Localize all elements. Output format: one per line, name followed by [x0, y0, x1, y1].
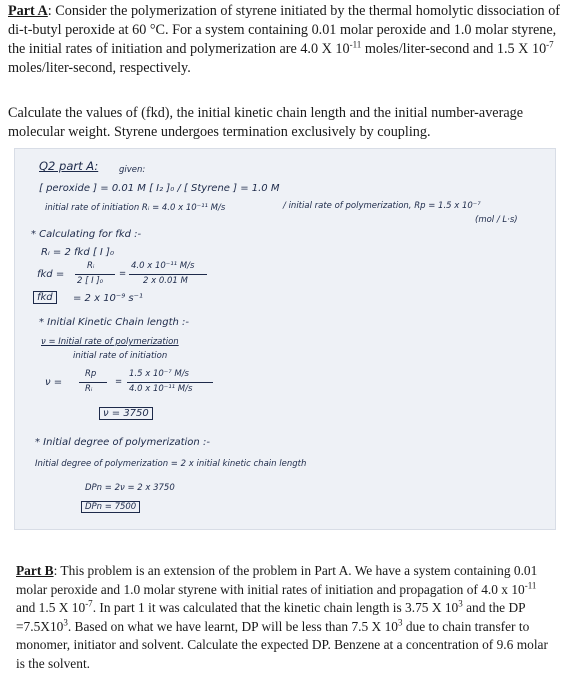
dp-equation: DPn = 2ν = 2 x 3750 — [85, 483, 175, 493]
part-a-paragraph — [8, 2, 560, 78]
nu-definition-denominator: initial rate of initiation — [73, 351, 168, 361]
part-b-text: due to chain transfer to monomer, initiator and solvent. Calculate the expected DP. Benzene at a concentration of 9.6 molar is the solvent. — [16, 618, 548, 671]
calculate-question: Calculate the values of (fkd), the initial kinetic chain length and the initial number-average molecular weight. Styrene undergoes termination exclusively by coupling. — [8, 105, 524, 140]
part-b-text: . In part 1 it was calculated that the kinetic chain length is 3.75 X 10 — [92, 600, 459, 616]
given-concentrations: [ peroxide ] = 0.01 M [ I₂ ]₀ / [ Styrene ] = 1.0 M — [39, 183, 280, 194]
dp-heading: * Initial degree of polymerization :- — [35, 437, 210, 448]
fkd-lhs: fkd = — [37, 269, 65, 280]
part-b-text: : This problem is an extension of the problem in Part A. We have a system containing 0.01 molar peroxide and 1.0 molar styrene with initial rates of initiation and propagation of 4.0 x 10 — [16, 563, 538, 597]
solution-heading: Q2 part A: — [39, 159, 99, 173]
calc-fkd-heading: * Calculating for fkd :- — [31, 229, 142, 240]
part-a-text: moles/liter-second, respectively. — [8, 60, 191, 76]
eq-initiation-rate: Rᵢ = 2 fkd [ I ]₀ — [41, 247, 114, 258]
fkd-mid-denominator: 2 x 0.01 M — [143, 276, 188, 286]
nu-definition-numerator: ν = Initial rate of polymerization — [41, 337, 179, 347]
nu-denominator: Rᵢ — [85, 384, 93, 394]
dp-result: DPn = 7500 — [81, 501, 140, 513]
fkd-denominator: 2 [ I ]₀ — [77, 276, 104, 286]
part-b-text: . Based on what we have learnt, DP will be less than 7.5 X 10 — [67, 618, 398, 634]
exponent: -11 — [524, 580, 537, 591]
part-a-text: : Consider the polymerization of styrene initiated by the thermal homolytic dissociation of di-t-butyl peroxide at 60 °C. For a system containing 0.01 molar peroxide and 1.0 molar styrene, the initial rates of initiation and polymerization are 4.0 X 10 — [8, 3, 561, 57]
nu-mid-denominator: 4.0 x 10⁻¹¹ M/s — [129, 384, 193, 394]
fkd-result-label: fkd — [33, 291, 57, 304]
part-b-text: and 1.5 X 10 — [16, 600, 86, 616]
exponent: 3 — [458, 598, 463, 609]
part-a-text: moles/liter-second and 1.5 X 10 — [361, 41, 547, 57]
dp-definition: Initial degree of polymerization = 2 x initial kinetic chain length — [35, 459, 307, 469]
exponent: 3 — [397, 617, 403, 628]
exponent: -7 — [85, 598, 93, 609]
part-b-text: and the DP =7.5X10 — [16, 600, 526, 634]
kinetic-chain-heading: * Initial Kinetic Chain length :- — [39, 317, 190, 328]
exponent: -7 — [546, 39, 554, 50]
part-a-label: Part A — [8, 3, 48, 19]
fkd-numerator: Rᵢ — [87, 261, 95, 271]
given-initiation-rate: initial rate of initiation Rᵢ = 4.0 x 10⁻¹¹ M/s — [45, 203, 226, 213]
fkd-mid-numerator: 4.0 x 10⁻¹¹ M/s — [131, 261, 195, 271]
part-b-paragraph — [16, 562, 559, 674]
given-polymerization-rate: / initial rate of polymerization, Rp = 1.5 x 10⁻⁷ — [283, 201, 481, 211]
nu-lhs: ν = — [45, 377, 63, 388]
fkd-result: = 2 x 10⁻⁹ s⁻¹ — [73, 293, 143, 304]
exponent: -11 — [349, 39, 362, 50]
nu-numerator: Rp — [85, 369, 97, 379]
nu-result: ν = 3750 — [99, 407, 153, 420]
handwritten-solution-image: Q2 part A: given: [ peroxide ] = 0.01 M [ I₂ ]₀ / [ Styrene ] = 1.0 M initial rate of initiation Rᵢ = 4.0 x 10⁻¹¹ M/s / initial rate of polymerization, Rp = 1.5 x 10⁻⁷ (mol / L·s) * Calculating for fkd :- Rᵢ = 2 fkd [ I ]₀ fkd = Rᵢ 2 [ I ]₀ = 4.0 x 10⁻¹¹ M/s 2 x 0.01 M fkd = 2 x 10⁻⁹ s⁻¹ * Initial Kinetic Chain length :- ν = Initial rate of polymerization initial rate of initiation ν = Rp Rᵢ = 1.5 x 10⁻⁷ M/s 4.0 x 10⁻¹¹ M/s ν = 3750 * Initial degree of polymerization :- Initial degree of polymerization = 2 x initial kinetic chain length DPn = 2ν = 2 x 3750 DPn = 7500 — [14, 148, 556, 530]
exponent: 3 — [63, 617, 68, 628]
given-label: given: — [119, 165, 146, 175]
nu-mid-numerator: 1.5 x 10⁻⁷ M/s — [129, 369, 189, 379]
rate-units: (mol / L·s) — [475, 215, 518, 225]
part-b-label: Part B — [16, 563, 54, 578]
